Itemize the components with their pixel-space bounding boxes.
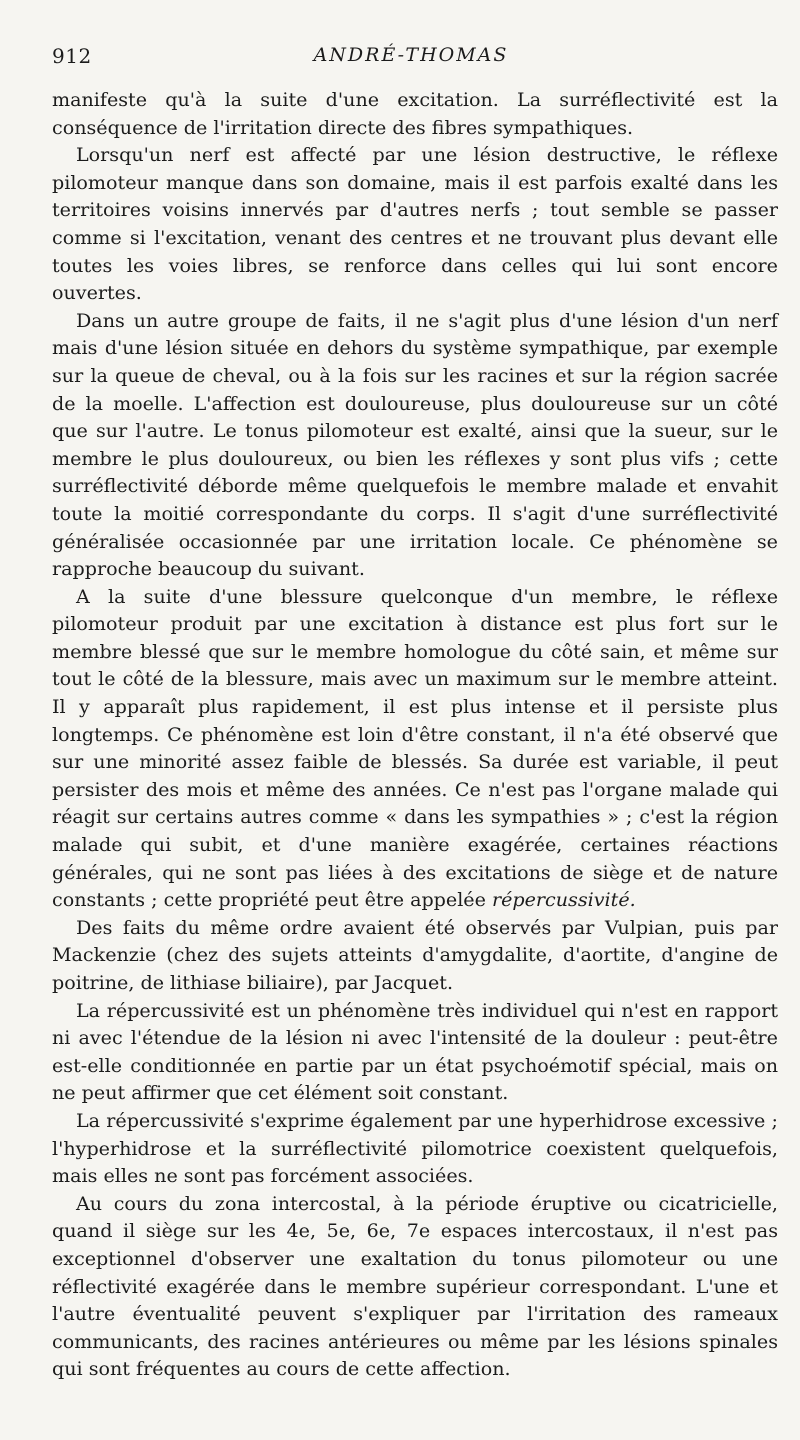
page-number: 912: [52, 44, 92, 68]
paragraph-2: Lorsqu'un nerf est affecté par une lésion destructive, le réflexe pilomoteur manque dans son domaine, mais il est parfois exalté dans les territoires voisins innervés par d'autres nerfs ; tout semble se passer comme si l'excitation, venant des centres et ne trouvant plus devant elle toutes les voies libres, se renforce dans celles qui lui sont encore ouvertes.: [52, 143, 778, 305]
paragraph-1: manifeste qu'à la suite d'une excitation. La surréflectivité est la conséquence de l'irritation directe des fibres sympathiques.: [52, 88, 778, 139]
paragraph-3: Dans un autre groupe de faits, il ne s'agit plus d'une lésion d'un nerf mais d'une lésion située en dehors du système sympathique, par exemple sur la queue de cheval, ou à la fois sur les racines et sur la région sacrée de la moelle. L'affection est douloureuse, plus douloureuse sur un côté que sur l'autre. Le tonus pilomoteur est exalté, ainsi que la sueur, sur le membre le plus douloureux, ou bien les réflexes y sont plus vifs ; cette surréflectivité déborde même quelquefois le membre malade et envahit toute la moitié correspondante du corps. Il s'agit d'une surréflectivité généralisée occasionnée par une irritation locale. Ce phénomène se rapproche beaucoup du suivant.: [52, 308, 778, 581]
running-head: ANDRÉ-THOMAS: [313, 44, 509, 66]
paragraph-6: La répercussivité est un phénomène très individuel qui n'est en rapport ni avec l'étendue de la lésion ni avec l'intensité de la douleur : peut-être est-elle conditionnée en partie par un état psychoémotif spécial, mais on ne peut affirmer que cet élément soit constant.: [52, 998, 778, 1105]
paragraph-4: [52, 583, 778, 914]
paragraph-8: Au cours du zona intercostal, à la période éruptive ou cicatricielle, quand il siège sur les 4e, 5e, 6e, 7e espaces intercostaux, il n'est pas exceptionnel d'observer une exaltation du tonus pilomoteur ou une réflectivité exagérée dans le membre supérieur correspondant. L'une et l'autre éventualité peuvent s'expliquer par l'irritation des rameaux communicants, des racines antérieures ou même par les lésions spinales qui sont fréquentes au cours de cette affection.: [52, 1191, 778, 1381]
paragraph-5: Des faits du même ordre avaient été observés par Vulpian, puis par Mackenzie (chez des sujets atteints d'amygdalite, d'aortite, d'angine de poitrine, de lithiase biliaire), par Jacquet.: [52, 915, 778, 994]
italic-term-repercussivite: répercussivité.: [491, 888, 636, 912]
paragraph-7: La répercussivité s'exprime également par une hyperhidrose excessive ; l'hyperhidrose et la surréflectivité pilomotrice coexistent quelquefois, mais elles ne sont pas forcément associées.: [52, 1108, 778, 1188]
page-header: [52, 44, 770, 74]
paragraph-4-text: A la suite d'une blessure quelconque d'un membre, le réflexe pilomoteur produit par une excitation à distance est plus fort sur le membre blessé que sur le membre homologue du côté sain, et même sur tout le côté de la blessure, mais avec un maximum sur le membre atteint. Il y apparaît plus rapidement, il est plus intense et il persiste plus longtemps. Ce phénomène est loin d'être constant, il n'a été observé que sur une minorité assez faible de blessés. Sa durée est variable, il peut persister des mois et même des années. Ce n'est pas l'organe malade qui réagit sur certains autres comme « dans les sympathies » ; c'est la région malade qui subit, et d'une manière exagérée, certaines réactions générales, qui ne sont pas liées à des excitations de siège et de nature constants ; cette propriété peut être appelée: [52, 584, 778, 912]
body-text: [52, 86, 778, 1383]
